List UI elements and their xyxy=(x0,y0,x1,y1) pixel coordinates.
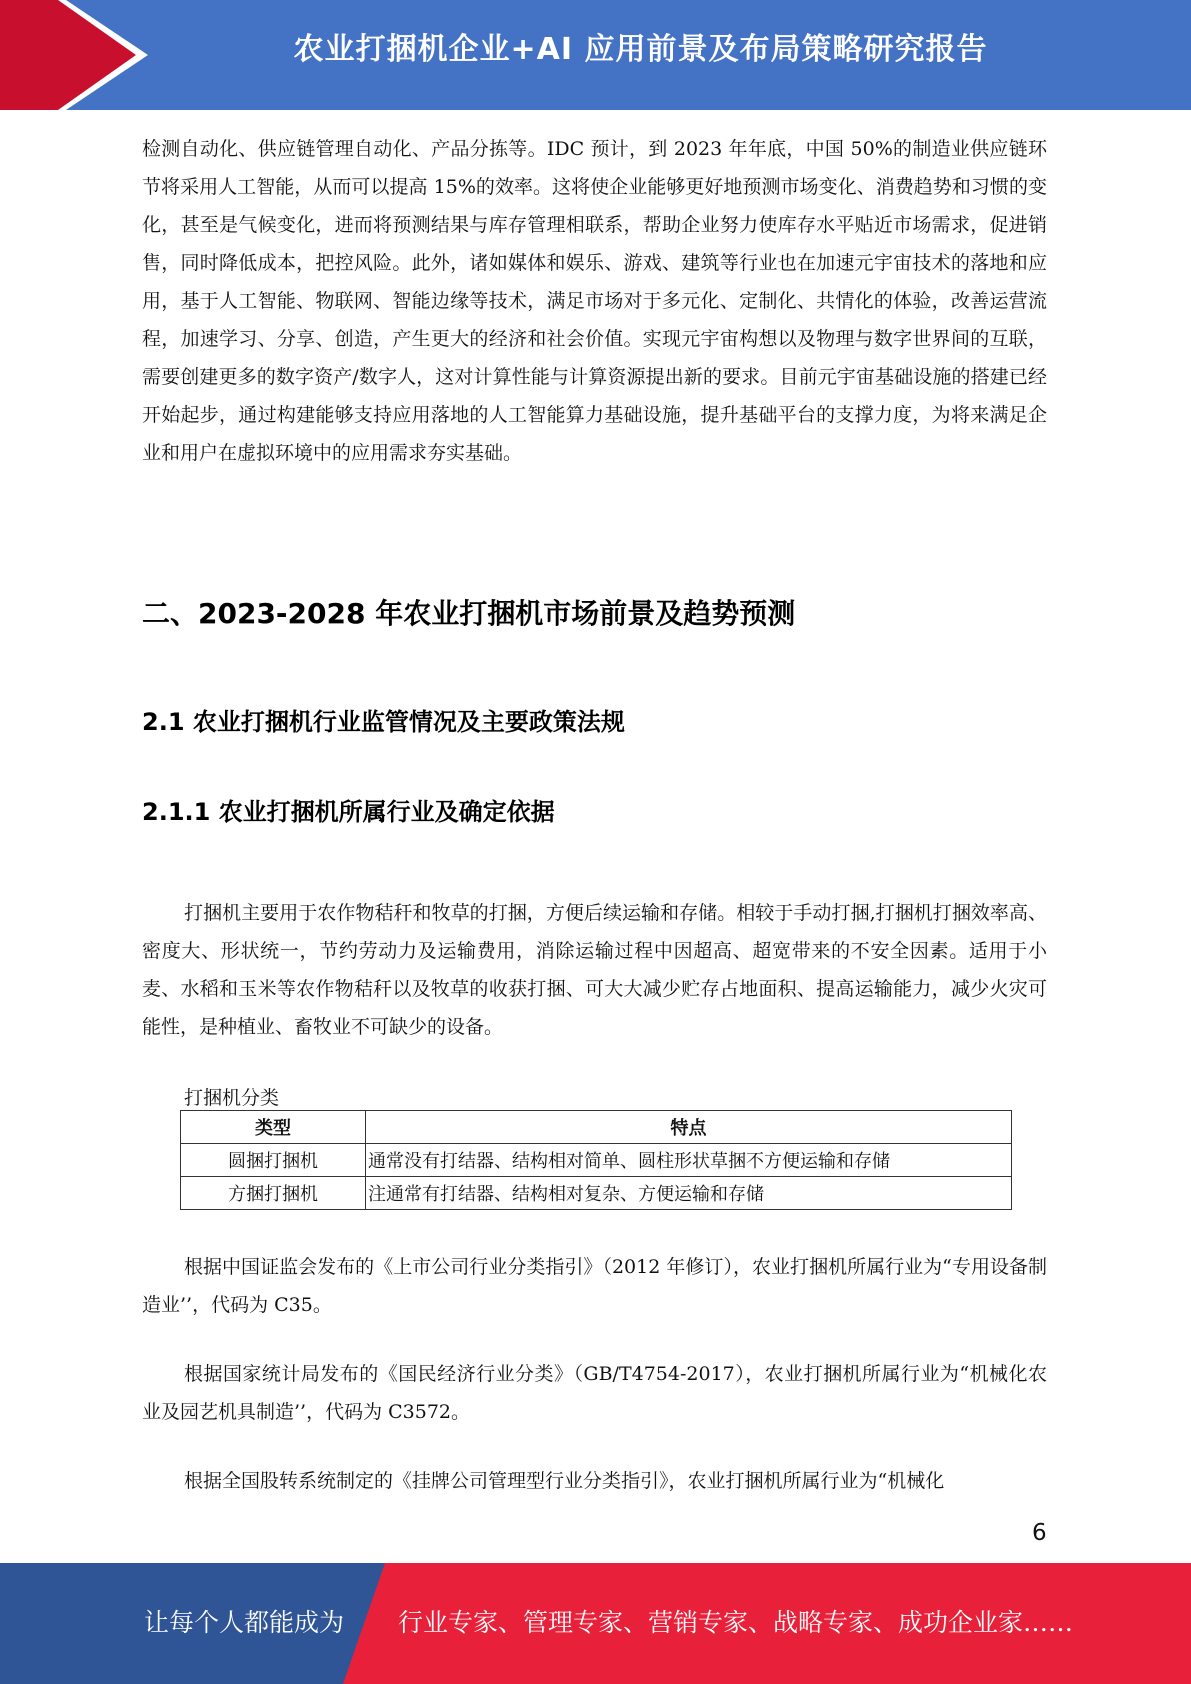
table-cell-feature: 注通常有打结器、结构相对复杂、方便运输和存储 xyxy=(366,1177,1012,1210)
subsection-title-2-1: 2.1 农业打捆机行业监管情况及主要政策法规 xyxy=(142,708,625,736)
table-header-feature: 特点 xyxy=(366,1111,1012,1144)
baler-paragraph: 打捆机主要用于农作物秸秆和牧草的打捆，方便后续运输和存储。相较于手动打捆,打捆机打捆效率高、密度大、形状统一，节约劳动力及运输费用，消除运输过程中因超高、超宽带来的不安全因素。适用于小麦、水稻和玉米等农作物秸秆以及牧草的收获打捆、可大大减少贮存占地面积、提高运输能力，减少火灾可能性，是种植业、畜牧业不可缺少的设备。 xyxy=(142,902,1047,1038)
table-cell-type: 方捆打捆机 xyxy=(181,1177,366,1210)
baler-classification-table xyxy=(180,1110,1012,1210)
csrc-paragraph: 根据中国证监会发布的《上市公司行业分类指引》（2012 年修订），农业打捆机所属行业为“专用设备制造业’’，代码为 C35。 xyxy=(142,1256,1047,1316)
footer-slogan-right: 行业专家、管理专家、营销专家、战略专家、成功企业家…… xyxy=(398,1608,1074,1637)
nbs-classification xyxy=(142,1355,1047,1431)
subsection-title-2-1-1: 2.1.1 农业打捆机所属行业及确定依据 xyxy=(142,798,555,826)
baler-description xyxy=(142,894,1047,1046)
intro-block xyxy=(142,130,1047,472)
page-footer xyxy=(0,1563,1191,1684)
csrc-classification xyxy=(142,1248,1047,1324)
page-header xyxy=(0,0,1191,110)
table-header-row xyxy=(181,1111,1012,1144)
table-row xyxy=(181,1177,1012,1210)
footer-slogan-left: 让每个人都能成为 xyxy=(144,1608,345,1637)
nbs-paragraph: 根据国家统计局发布的《国民经济行业分类》（GB/T4754-2017），农业打捆机所属行业为“机械化农业及园艺机具制造’’，代码为 C3572。 xyxy=(142,1363,1047,1423)
neeq-paragraph: 根据全国股转系统制定的《挂牌公司管理型行业分类指引》，农业打捆机所属行业为“机械化 xyxy=(184,1470,945,1492)
table-cell-type: 圆捆打捆机 xyxy=(181,1144,366,1177)
page-number: 6 xyxy=(1032,1520,1047,1546)
section-title: 二、2023-2028 年农业打捆机市场前景及趋势预测 xyxy=(142,597,796,630)
table-caption: 打捆机分类 xyxy=(184,1087,280,1109)
table-cell-feature: 通常没有打结器、结构相对简单、圆柱形状草捆不方便运输和存储 xyxy=(366,1144,1012,1177)
table-row xyxy=(181,1144,1012,1177)
table-header-type: 类型 xyxy=(181,1111,366,1144)
neeq-classification xyxy=(142,1462,1047,1500)
header-title: 农业打捆机企业+AI 应用前景及布局策略研究报告 xyxy=(293,32,988,67)
intro-paragraph: 检测自动化、供应链管理自动化、产品分拣等。IDC 预计，到 2023 年年底，中国 50%的制造业供应链环节将采用人工智能，从而可以提高 15%的效率。这将使企业能够更好地预测市场变化、消费趋势和习惯的变化，甚至是气候变化，进而将预测结果与库存管理相联系，帮助企业努力使库存水平贴近市场需求，促进销售，同时降低成本，把控风险。此外，诸如媒体和娱乐、游戏、建筑等行业也在加速元宇宙技术的落地和应用，基于人工智能、物联网、智能边缘等技术，满足市场对于多元化、定制化、共情化的体验，改善运营流程，加速学习、分享、创造，产生更大的经济和社会价值。实现元宇宙构想以及物理与数字世界间的互联，需要创建更多的数字资产/数字人，这对计算性能与计算资源提出新的要求。目前元宇宙基础设施的搭建已经开始起步，通过构建能够支持应用落地的人工智能算力基础设施，提升基础平台的支撑力度，为将来满足企业和用户在虚拟环境中的应用需求夯实基础。 xyxy=(142,138,1047,464)
